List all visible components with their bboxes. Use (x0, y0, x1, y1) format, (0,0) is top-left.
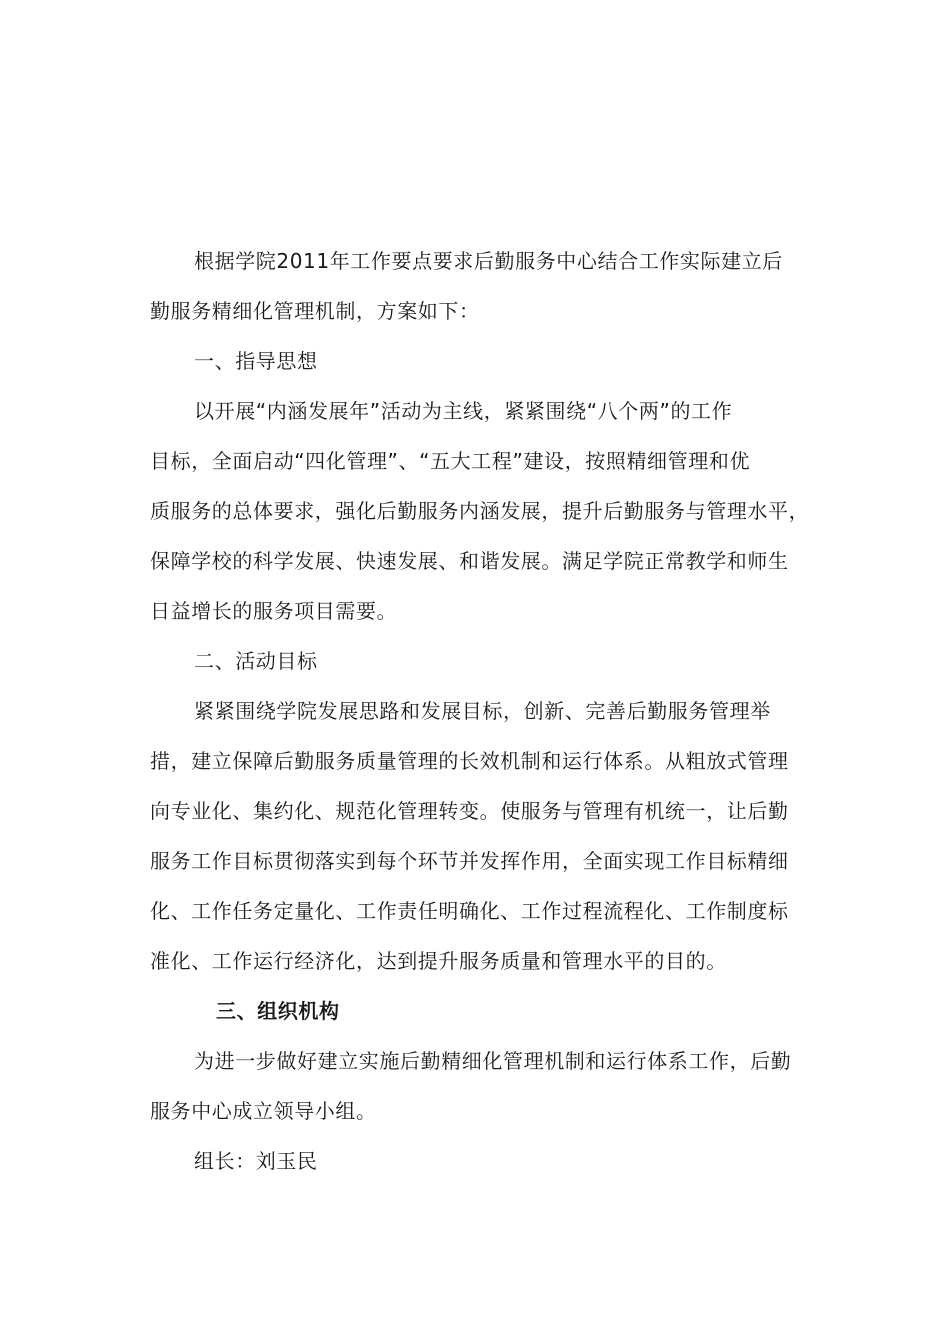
paragraph-line: 目标，全面启动“四化管理”、“五大工程”建设，按照精细管理和优 (150, 449, 751, 473)
group-leader-line: 组长：刘玉民 (194, 1149, 318, 1173)
paragraph-line: 根据学院2011年工作要点要求后勤服务中心结合工作实际建立后 (194, 249, 783, 273)
section-heading-guiding-ideology: 一、指导思想 (194, 349, 318, 373)
paragraph-line: 准化、工作运行经济化，达到提升服务质量和管理水平的目的。 (150, 949, 727, 973)
document-body (150, 236, 820, 1186)
paragraph-line: 保障学校的科学发展、快速发展、和谐发展。满足学院正常教学和师生 (150, 549, 789, 573)
paragraph-line: 紧紧围绕学院发展思路和发展目标，创新、完善后勤服务管理举 (194, 699, 771, 723)
paragraph-line: 为进一步做好建立实施后勤精细化管理机制和运行体系工作，后勤 (194, 1049, 792, 1073)
section1-paragraph (150, 386, 820, 636)
intro-paragraph (150, 236, 820, 336)
paragraph-line: 服务中心成立领导小组。 (150, 1099, 377, 1123)
paragraph-line: 勤服务精细化管理机制，方案如下： (150, 299, 480, 323)
paragraph-line: 质服务的总体要求，强化后勤服务内涵发展，提升后勤服务与管理水平， (150, 499, 810, 523)
paragraph-line: 以开展“内涵发展年”活动为主线，紧紧围绕“八个两”的工作 (194, 399, 733, 423)
paragraph-line: 化、工作任务定量化、工作责任明确化、工作过程流程化、工作制度标 (150, 899, 789, 923)
section3-paragraph (150, 1036, 820, 1136)
section2-paragraph (150, 686, 820, 986)
section-heading-activity-goals: 二、活动目标 (194, 649, 318, 673)
section-heading-organization: 三、组织机构 (216, 999, 340, 1023)
paragraph-line: 日益增长的服务项目需要。 (150, 599, 398, 623)
paragraph-line: 措，建立保障后勤服务质量管理的长效机制和运行体系。从粗放式管理 (150, 749, 789, 773)
paragraph-line: 服务工作目标贯彻落实到每个环节并发挥作用，全面实现工作目标精细 (150, 849, 789, 873)
paragraph-line: 向专业化、集约化、规范化管理转变。使服务与管理有机统一，让后勤 (150, 799, 789, 823)
